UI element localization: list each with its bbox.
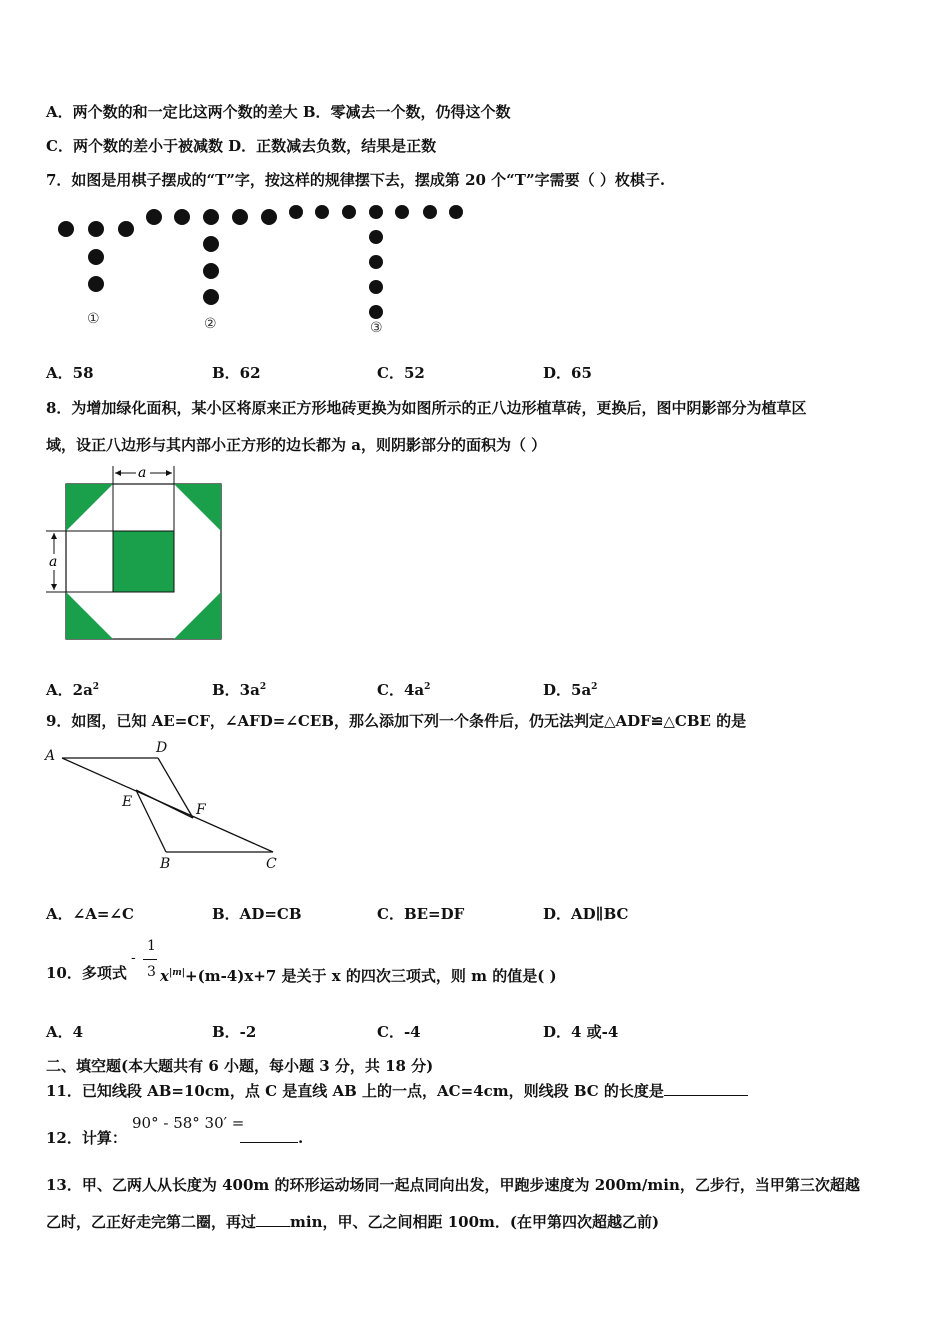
section-2-heading: 二、填空题(本大题共有 6 小题，每小题 3 分，共 18 分)	[46, 1057, 434, 1075]
q13-answer-blank[interactable]	[256, 1212, 290, 1227]
q9-option-c: C．BE=DF	[377, 905, 465, 923]
q9-option-a: A．∠A=∠C	[46, 905, 134, 923]
q8-option-d: D．$5a^2$	[543, 681, 598, 699]
q6-options-line2: C．两个数的差小于被减数 D．正数减去负数，结果是正数	[46, 137, 437, 155]
q12-answer-blank[interactable]	[240, 1128, 298, 1143]
q9-option-b: B．AD=CB	[212, 905, 302, 923]
q10-option-b: B．-2	[212, 1023, 257, 1041]
q9-point-c: C	[266, 856, 277, 872]
q8-option-b: B．$3a^2$	[212, 681, 267, 699]
q9-option-d: D．AD∥BC	[543, 905, 629, 923]
q10-expression: $x^{|m|}+(m-4)x+7$ 是关于 x 的四次三项式，则 m 的值是( )	[160, 967, 557, 985]
q8-dim-label-top: a	[138, 465, 147, 481]
q9-point-b: B	[160, 856, 171, 872]
q7-fig-label-2: ②	[204, 316, 217, 332]
q8-stem-line1: 8．为增加绿化面积，某小区将原来正方形地砖更换为如图所示的正八边形植草砖，更换后，图中阴影部分为植草区	[46, 399, 807, 417]
q7-t-pattern-figure	[50, 200, 480, 340]
q10-option-c: C．-4	[377, 1023, 421, 1041]
q7-option-b: B．62	[212, 364, 261, 382]
q7-fig-label-3: ③	[370, 320, 383, 336]
q8-dim-label-left: a	[49, 554, 58, 570]
q9-point-f: F	[196, 802, 206, 818]
q9-point-e: E	[122, 794, 133, 810]
q9-geometry-figure	[40, 740, 290, 875]
q7-option-a: A．58	[46, 364, 94, 382]
q7-stem: 7．如图是用棋子摆成的“T”字，按这样的规律摆下去，摆成第 20 个“T”字需要（ ）枚棋子.	[46, 171, 666, 189]
q12-expression: 90° - 58° 30′ =	[132, 1114, 245, 1132]
q10-option-a: A．4	[46, 1023, 84, 1041]
q7-option-c: C．52	[377, 364, 425, 382]
q11-stem: 11．已知线段 AB=10cm，点 C 是直线 AB 上的一点，AC=4cm，则线段 BC 的长度是	[46, 1081, 748, 1101]
q9-point-d: D	[156, 740, 168, 756]
q8-option-c: C．$4a^2$	[377, 681, 431, 699]
q9-point-a: A	[45, 748, 56, 764]
q10-fraction	[131, 938, 159, 986]
q10-prefix: 10．多项式	[46, 964, 127, 982]
q10-frac-denominator: 3	[147, 964, 156, 980]
q7-fig-label-1: ①	[87, 311, 100, 327]
q11-answer-blank[interactable]	[664, 1081, 748, 1096]
q12-answer-line: .	[240, 1128, 303, 1148]
q6-options-line1: A．两个数的和一定比这两个数的差大 B．零减去一个数，仍得这个数	[46, 103, 511, 121]
q10-option-d: D．4 或-4	[543, 1023, 619, 1041]
q8-octagon-tile-figure	[44, 462, 228, 644]
q7-option-d: D．65	[543, 364, 592, 382]
q12-label: 12．计算：	[46, 1129, 127, 1147]
q8-option-a: A．$2a^2$	[46, 681, 100, 699]
q13-stem-line2: 乙时，乙正好走完第二圈，再过 min，甲、乙之间相距 100m．(在甲第四次超越乙前)	[46, 1213, 660, 1231]
q9-stem: 9．如图，已知 AE=CF，∠AFD=∠CEB，那么添加下列一个条件后，仍无法判定△ADF≌△CBE 的是	[46, 712, 747, 730]
q10-frac-numerator: 1	[147, 938, 156, 954]
q13-stem-line1: 13．甲、乙两人从长度为 400m 的环形运动场同一起点同向出发，甲跑步速度为 200m/min，乙步行，当甲第三次超越	[46, 1176, 860, 1194]
q10-frac-sign: -	[131, 950, 136, 966]
q8-stem-line2: 域，设正八边形与其内部小正方形的边长都为 a，则阴影部分的面积为（ ）	[46, 436, 547, 454]
